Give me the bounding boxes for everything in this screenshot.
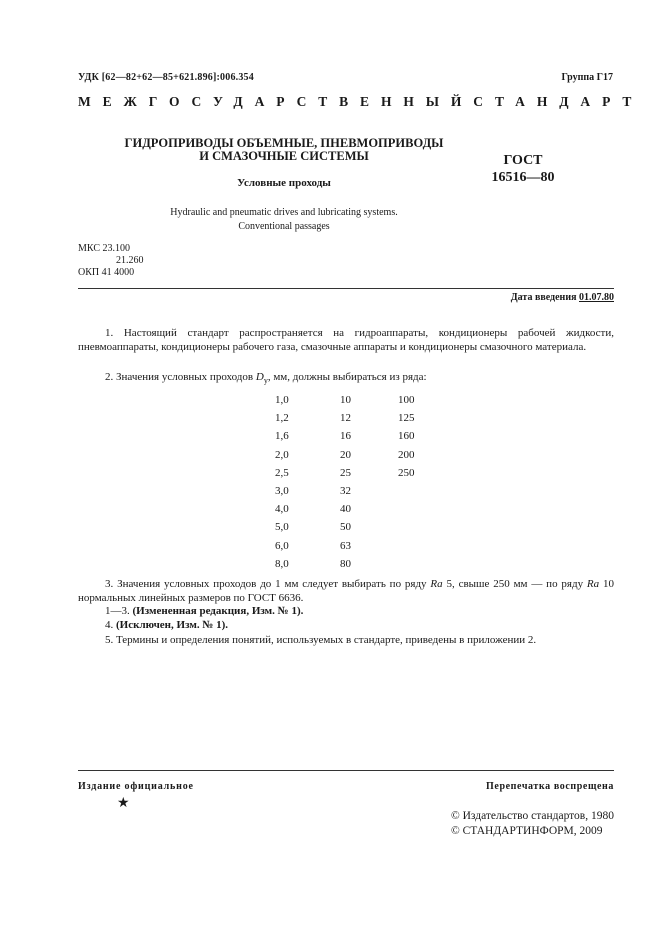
- values-row: [270, 520, 438, 538]
- mks-code-2: 21.260: [116, 255, 144, 266]
- copyright-1980: © Издательство стандартов, 1980: [450, 810, 614, 822]
- values-row: [270, 502, 438, 520]
- values-cell: 1,2: [275, 412, 289, 425]
- values-cell: 100: [398, 394, 415, 406]
- values-cell: [398, 520, 438, 538]
- values-row: [270, 539, 438, 557]
- values-cell: 32: [340, 484, 351, 497]
- values-cell: 1,0: [275, 394, 289, 406]
- passage-values-table: [270, 393, 438, 575]
- standard-banner: [78, 94, 644, 110]
- values-cell: 20: [340, 448, 351, 461]
- p3-text-b: 5, свыше 250 мм — по ряду: [442, 578, 587, 590]
- paragraph-2: [78, 370, 614, 388]
- values-row: [270, 448, 438, 466]
- p3-ra-1: Ra: [430, 578, 443, 590]
- divider-bottom: [78, 770, 614, 771]
- values-row: [270, 411, 438, 429]
- gost-label: ГОСТ: [503, 153, 543, 168]
- copyright-2009: © СТАНДАРТИНФОРМ, 2009: [450, 825, 603, 837]
- english-line-2: Conventional passages: [238, 221, 330, 232]
- values-cell: 6,0: [275, 539, 289, 552]
- p3-text-a: 3. Значения условных проходов до 1 мм следует выбирать по ряду: [105, 578, 431, 590]
- p2-symbol: D: [255, 371, 264, 383]
- p3-ra-2: Ra: [586, 578, 600, 590]
- banner-word-standard: СТАНДАРТ: [473, 94, 644, 109]
- values-cell: [398, 539, 438, 557]
- divider-top: [78, 288, 614, 289]
- values-cell: 10: [340, 394, 351, 406]
- p13-number: 1—3.: [105, 605, 133, 617]
- values-cell: 2,5: [275, 466, 289, 479]
- paragraph-4: [78, 618, 614, 632]
- values-cell: 8,0: [275, 557, 289, 570]
- values-cell: 80: [340, 557, 351, 570]
- document-title: [100, 137, 468, 163]
- p13-note: (Измененная редакция, Изм. № 1).: [132, 605, 304, 617]
- gost-designation: [488, 152, 558, 186]
- english-title: [100, 206, 468, 234]
- values-cell: 250: [398, 466, 415, 479]
- copyright-block: [451, 809, 614, 839]
- star-icon: ★: [117, 796, 130, 811]
- intro-date-value: 01.07.80: [579, 292, 614, 303]
- values-row: [270, 429, 438, 447]
- paragraph-1: 1. Настоящий стандарт распространяется на гидроаппараты, кондиционеры рабочей жидкости, пневмоаппараты, кондиционеры рабочего газа, смазочные аппараты и кондиционеры смазочного материала.: [78, 327, 614, 353]
- udk-code: УДК [62—82+62—85+621.896]:006.354: [78, 72, 254, 83]
- title-line-1: ГИДРОПРИВОДЫ ОБЪЕМНЫЕ, ПНЕВМОПРИВОДЫ: [124, 136, 444, 150]
- values-cell: 200: [398, 448, 415, 461]
- p4-number: 4.: [105, 619, 116, 631]
- values-cell: 5,0: [275, 521, 289, 534]
- banner-word-interstate: МЕЖГОСУДАРСТВЕННЫЙ: [78, 94, 474, 109]
- values-row: [270, 393, 438, 411]
- official-edition: Издание официальное: [78, 781, 194, 792]
- values-cell: 160: [398, 430, 415, 443]
- mks-code-1: МКС 23.100: [78, 243, 130, 254]
- paragraph-5: 5. Термины и определения понятий, используемых в стандарте, приведены в приложении 2.: [105, 634, 537, 646]
- values-cell: 2,0: [275, 448, 289, 461]
- english-line-1: Hydraulic and pneumatic drives and lubricating systems.: [170, 207, 398, 218]
- reprint-prohibited: Перепечатка воспрещена: [486, 781, 614, 792]
- values-row: [270, 466, 438, 484]
- document-subtitle: Условные проходы: [237, 177, 331, 189]
- values-row: [270, 484, 438, 502]
- group-code: Группа Г17: [561, 72, 613, 83]
- classification-codes: [78, 243, 144, 279]
- values-row: [270, 557, 438, 575]
- values-cell: 16: [340, 430, 351, 443]
- p2-text-start: 2. Значения условных проходов: [105, 371, 256, 383]
- values-cell: 12: [340, 412, 351, 425]
- values-cell: 3,0: [275, 484, 289, 497]
- values-cell: 1,6: [275, 430, 289, 443]
- values-cell: [398, 484, 438, 502]
- values-cell: 25: [340, 466, 351, 479]
- values-cell: 125: [398, 412, 415, 425]
- values-cell: 63: [340, 539, 351, 552]
- paragraph-3: [78, 577, 614, 605]
- p2-subscript: y: [263, 376, 268, 386]
- intro-date-label: Дата введения: [510, 292, 577, 303]
- values-cell: 40: [340, 503, 351, 516]
- p3-text-c: 10 нормальных линейных размеров по ГОСТ 6636.: [78, 578, 614, 604]
- okp-code: ОКП 41 4000: [78, 267, 135, 278]
- paragraph-1-3-note: [78, 604, 614, 618]
- values-cell: [398, 557, 438, 575]
- values-cell: 50: [340, 521, 351, 534]
- p2-text-end: , мм, должны выбираться из ряда:: [267, 371, 427, 383]
- title-line-2: И СМАЗОЧНЫЕ СИСТЕМЫ: [199, 149, 369, 163]
- introduction-date: [511, 292, 614, 303]
- gost-number: 16516—80: [491, 170, 555, 185]
- p4-note: (Исключен, Изм. № 1).: [116, 619, 229, 631]
- values-cell: 4,0: [275, 503, 289, 516]
- values-cell: [398, 502, 438, 520]
